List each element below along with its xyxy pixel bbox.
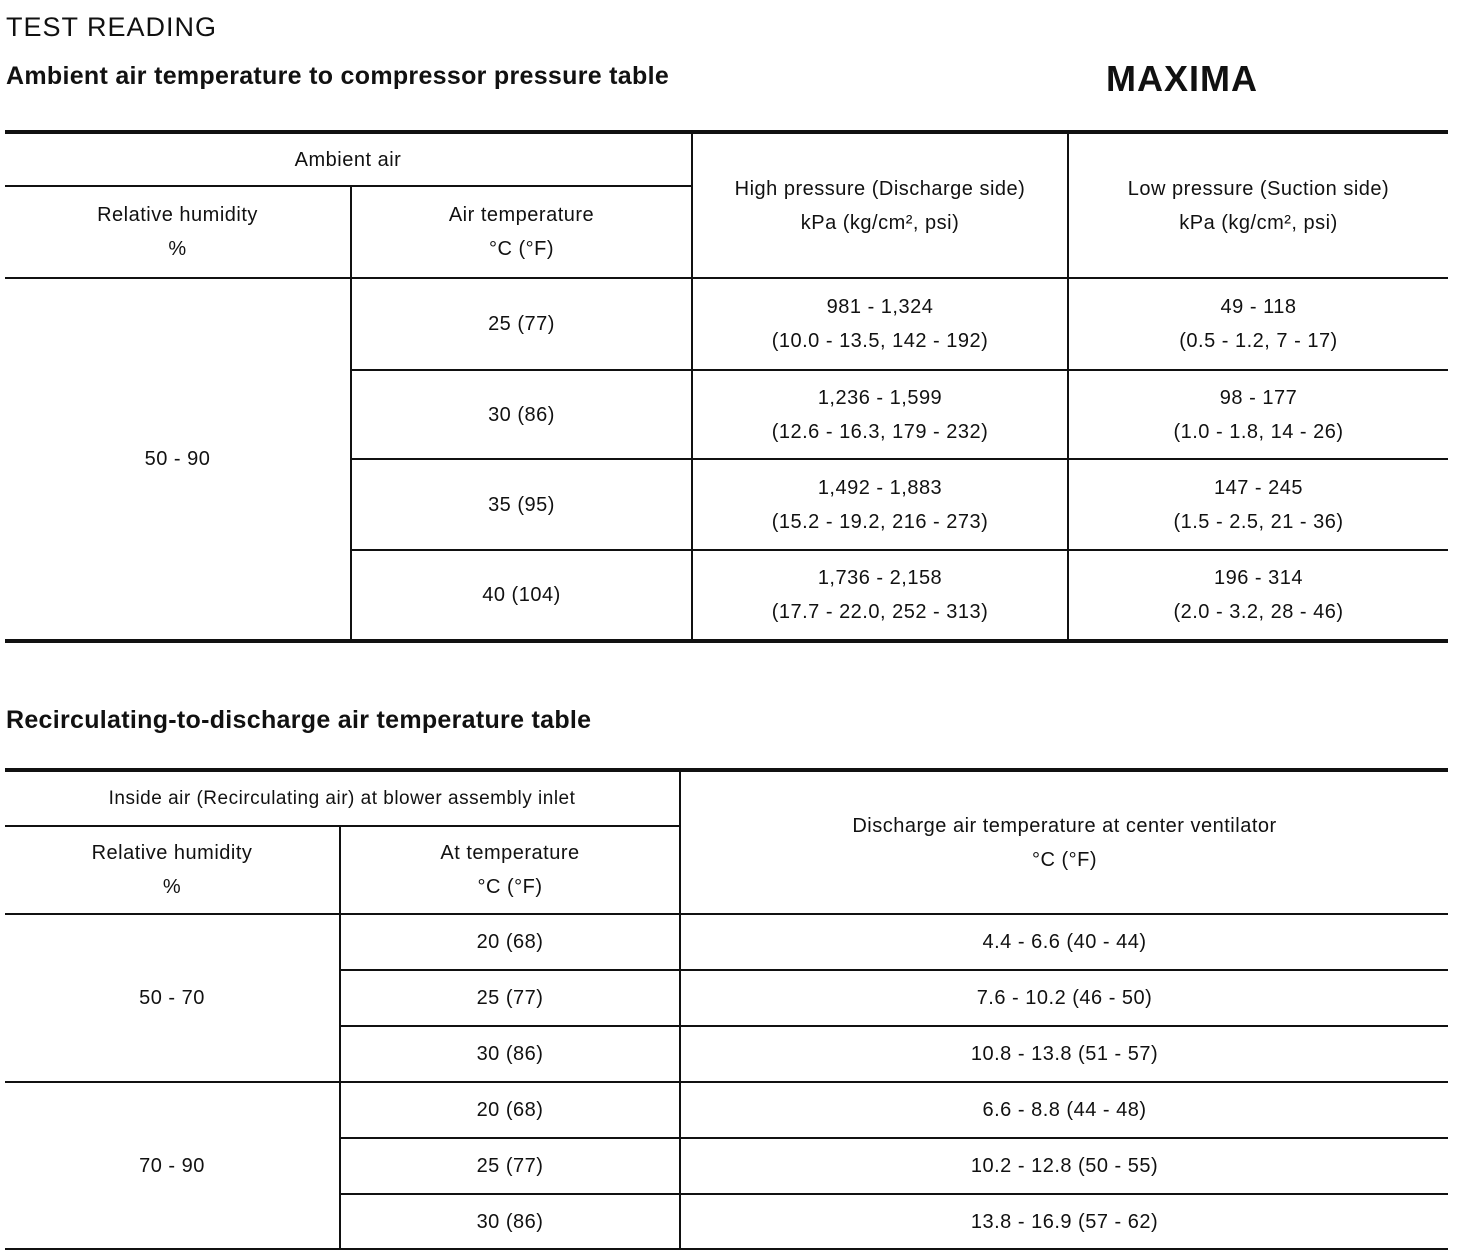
temperature-cell: 25 (77) <box>351 278 692 370</box>
discharge-cell: 10.8 - 13.8 (51 - 57) <box>680 1026 1448 1082</box>
high-pressure-cell <box>692 370 1068 459</box>
high-pressure-cell <box>692 459 1068 550</box>
relative-humidity-header-line2: % <box>162 876 182 898</box>
low-pressure-kpa: 98 - 177 <box>1219 386 1298 409</box>
discharge-temperature-table <box>5 768 1448 1250</box>
at-temperature-header <box>340 826 680 914</box>
temperature-cell: 35 (95) <box>351 459 692 550</box>
low-pressure-header-line2: kPa (kg/cm², psi) <box>1179 211 1338 234</box>
at-temperature-header-line2: °C (°F) <box>477 876 543 898</box>
temperature-cell: 20 (68) <box>340 914 680 970</box>
low-pressure-cell <box>1068 370 1448 459</box>
low-pressure-kpa: 196 - 314 <box>1213 567 1303 589</box>
discharge-cell: 13.8 - 16.9 (57 - 62) <box>680 1194 1448 1250</box>
high-pressure-cell <box>692 278 1068 370</box>
high-pressure-header-line1: High pressure (Discharge side) <box>734 177 1026 200</box>
temperature-cell: 40 (104) <box>351 550 692 641</box>
high-pressure-alt: (12.6 - 16.3, 179 - 232) <box>771 420 989 443</box>
discharge-temperature-header <box>680 770 1448 914</box>
relative-humidity-header-line1: Relative humidity <box>97 204 258 226</box>
discharge-cell: 4.4 - 6.6 (40 - 44) <box>680 914 1448 970</box>
air-temperature-header-line1: Air temperature <box>448 204 595 226</box>
relative-humidity-header <box>5 186 351 278</box>
at-temperature-header-line1: At temperature <box>440 842 580 864</box>
page-heading: TEST READING <box>6 12 218 42</box>
discharge-header-line1: Discharge air temperature at center ventilator <box>852 814 1277 837</box>
compressor-pressure-table <box>5 130 1448 643</box>
temperature-cell: 20 (68) <box>340 1082 680 1138</box>
high-pressure-kpa: 1,492 - 1,883 <box>817 476 943 499</box>
low-pressure-alt: (1.0 - 1.8, 14 - 26) <box>1173 420 1344 443</box>
low-pressure-alt: (0.5 - 1.2, 7 - 17) <box>1179 330 1338 352</box>
relative-humidity-header-line2: % <box>168 238 187 260</box>
low-pressure-kpa: 49 - 118 <box>1220 296 1297 318</box>
inside-air-header: Inside air (Recirculating air) at blower assembly inlet <box>5 770 680 826</box>
high-pressure-header <box>692 132 1068 278</box>
humidity-cell: 50 - 70 <box>5 914 340 1082</box>
high-pressure-kpa: 981 - 1,324 <box>826 296 934 318</box>
low-pressure-cell <box>1068 459 1448 550</box>
discharge-cell: 6.6 - 8.8 (44 - 48) <box>680 1082 1448 1138</box>
low-pressure-header-line1: Low pressure (Suction side) <box>1127 177 1390 200</box>
table-row <box>5 914 1448 970</box>
table1-title: Ambient air temperature to compressor pressure table <box>6 62 670 90</box>
low-pressure-header <box>1068 132 1448 278</box>
ambient-air-header: Ambient air <box>5 132 692 186</box>
high-pressure-alt: (15.2 - 19.2, 216 - 273) <box>771 510 989 533</box>
table-row <box>5 1082 1448 1138</box>
table2-title: Recirculating-to-discharge air temperature table <box>6 706 592 734</box>
high-pressure-cell <box>692 550 1068 641</box>
temperature-cell: 25 (77) <box>340 970 680 1026</box>
low-pressure-alt: (2.0 - 3.2, 28 - 46) <box>1173 601 1344 623</box>
high-pressure-header-line2: kPa (kg/cm², psi) <box>800 211 960 234</box>
high-pressure-alt: (17.7 - 22.0, 252 - 313) <box>771 601 989 623</box>
high-pressure-alt: (10.0 - 13.5, 142 - 192) <box>771 330 989 352</box>
table-row <box>5 278 1448 370</box>
relative-humidity-header-line1: Relative humidity <box>91 842 253 864</box>
discharge-cell: 10.2 - 12.8 (50 - 55) <box>680 1138 1448 1194</box>
humidity-cell: 70 - 90 <box>5 1082 340 1250</box>
model-name: MAXIMA <box>1106 58 1258 99</box>
temperature-cell: 25 (77) <box>340 1138 680 1194</box>
low-pressure-cell <box>1068 550 1448 641</box>
low-pressure-cell <box>1068 278 1448 370</box>
high-pressure-kpa: 1,236 - 1,599 <box>817 386 943 409</box>
air-temperature-header <box>351 186 692 278</box>
relative-humidity-header <box>5 826 340 914</box>
temperature-cell: 30 (86) <box>340 1194 680 1250</box>
high-pressure-kpa: 1,736 - 2,158 <box>817 567 943 589</box>
discharge-cell: 7.6 - 10.2 (46 - 50) <box>680 970 1448 1026</box>
temperature-cell: 30 (86) <box>340 1026 680 1082</box>
temperature-cell: 30 (86) <box>351 370 692 459</box>
humidity-cell: 50 - 90 <box>5 278 351 641</box>
air-temperature-header-line2: °C (°F) <box>488 238 555 260</box>
discharge-header-line2: °C (°F) <box>1031 848 1098 871</box>
low-pressure-alt: (1.5 - 2.5, 21 - 36) <box>1173 510 1344 533</box>
low-pressure-kpa: 147 - 245 <box>1213 476 1303 499</box>
